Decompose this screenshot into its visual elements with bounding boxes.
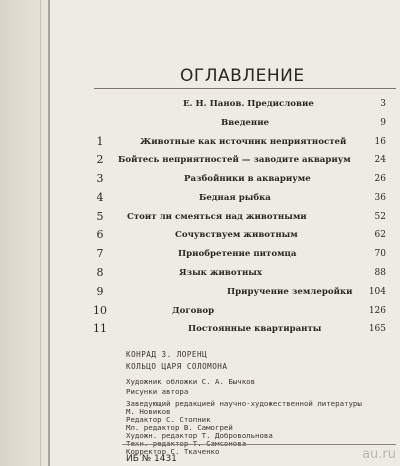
imprint-line: Художник обложки С. А. Бычков xyxy=(126,377,256,386)
page-number: 104 xyxy=(368,287,386,297)
toc-row xyxy=(0,247,400,263)
imprint-line: М. Новиков xyxy=(126,407,171,416)
toc-row xyxy=(0,285,400,301)
toc-row xyxy=(0,172,400,188)
imprint-line: Художн. редактор Т. Добровольнова xyxy=(126,431,273,440)
chapter-number: 5 xyxy=(96,210,104,223)
chapter-number: 10 xyxy=(93,304,107,317)
page-number: 88 xyxy=(374,268,386,278)
toc-row xyxy=(0,135,400,151)
chapter-title: Животные как источник неприятностей xyxy=(140,137,347,147)
toc-row xyxy=(0,116,400,132)
chapter-title: Язык животных xyxy=(179,268,262,278)
watermark: au.ru xyxy=(362,447,396,462)
page-number: 52 xyxy=(374,212,386,222)
toc-row xyxy=(0,97,400,113)
chapter-number: 6 xyxy=(96,228,104,241)
page-number: 165 xyxy=(368,324,386,334)
chapter-number: 8 xyxy=(96,266,104,279)
toc-row xyxy=(0,304,400,320)
chapter-number: 1 xyxy=(96,135,104,148)
page-number: 36 xyxy=(374,193,386,203)
page-number: 3 xyxy=(380,99,386,109)
page-number: 26 xyxy=(374,174,386,184)
imprint-line: Корректор С. Ткаченко xyxy=(126,447,220,456)
toc-row xyxy=(0,210,400,226)
chapter-title: Приобретение питомца xyxy=(178,249,297,259)
imprint-line: Заведующий редакцией научно-художественной литературы xyxy=(126,399,362,408)
chapter-title: Бойтесь неприятностей — заводите аквариум xyxy=(118,155,351,165)
chapter-number: 2 xyxy=(96,153,104,166)
toc-row xyxy=(0,153,400,169)
imprint-book-title: КОЛЬЦО ЦАРЯ СОЛОМОНА xyxy=(126,362,228,371)
imprint-line: Мл. редактор В. Самогрей xyxy=(126,423,233,432)
chapter-title: Сочувствуем животным xyxy=(175,230,298,240)
chapter-title: Стоит ли смеяться над животными xyxy=(127,212,307,222)
chapter-title: Договор xyxy=(172,306,215,316)
ib-number: ИБ № 1431 xyxy=(126,454,177,464)
imprint-line: Редактор С. Стопник xyxy=(126,415,211,424)
chapter-number: 7 xyxy=(96,247,104,260)
chapter-number: 4 xyxy=(96,191,104,204)
contents-heading: ОГЛАВЛЕНИЕ xyxy=(180,66,305,86)
chapter-number: 3 xyxy=(96,172,104,185)
page-number: 16 xyxy=(374,137,386,147)
chapter-title: Бедная рыбка xyxy=(199,193,271,203)
page-number: 9 xyxy=(380,118,386,128)
chapter-title: Приручение землеройки xyxy=(227,287,353,297)
chapter-number: 11 xyxy=(93,322,107,335)
toc-row xyxy=(0,266,400,282)
page-number: 24 xyxy=(374,155,386,165)
toc-row xyxy=(0,322,400,338)
chapter-title: Е. Н. Панов. Предисловие xyxy=(183,99,314,109)
chapter-title: Постоянные квартиранты xyxy=(188,324,322,334)
toc-row xyxy=(0,228,400,244)
chapter-number: 9 xyxy=(96,285,104,298)
imprint-author: КОНРАД З. ЛОРЕНЦ xyxy=(126,350,208,359)
imprint-line: Рисунки автора xyxy=(126,387,189,396)
page-number: 126 xyxy=(368,306,386,316)
imprint-divider xyxy=(122,444,396,445)
chapter-title: Введение xyxy=(221,118,270,128)
toc-row xyxy=(0,191,400,207)
page-number: 62 xyxy=(374,230,386,240)
chapter-title: Разбойники в аквариуме xyxy=(184,174,311,184)
page-number: 70 xyxy=(374,249,386,259)
